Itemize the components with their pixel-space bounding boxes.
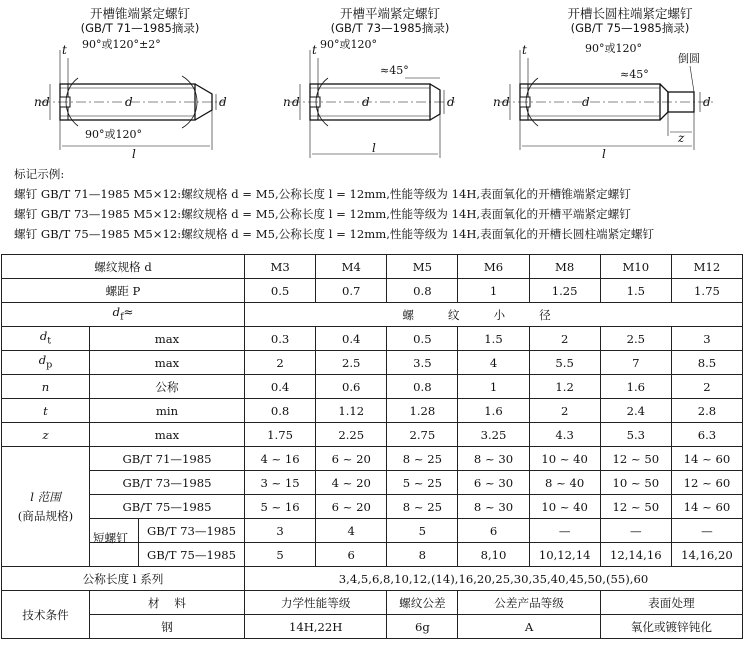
value-cell: 8 ~ 40 bbox=[529, 471, 600, 495]
row-kind: max bbox=[90, 351, 245, 375]
df-symbol: d bbox=[112, 304, 121, 319]
row-symbol bbox=[2, 423, 90, 447]
value-cell: 7 bbox=[600, 351, 671, 375]
value-cell: 12,14,16 bbox=[600, 543, 671, 567]
fig3-l-label: l bbox=[602, 147, 606, 160]
table-row-dt bbox=[2, 327, 743, 351]
value-cell: — bbox=[600, 519, 671, 543]
std-cell: GB/T 73—1985 bbox=[90, 471, 245, 495]
fig1-angle-bottom: 90°或120° bbox=[85, 128, 142, 141]
spec-table bbox=[1, 254, 743, 639]
value-cell: 6 ~ 20 bbox=[316, 495, 387, 519]
fig2-d-label: d bbox=[362, 95, 370, 109]
size-cell: M3 bbox=[245, 255, 316, 279]
row-symbol bbox=[2, 327, 90, 351]
table-row-z bbox=[2, 423, 743, 447]
value-cell: 4 bbox=[458, 351, 529, 375]
row-symbol-letter: d bbox=[39, 328, 48, 343]
row-symbol-letter: z bbox=[42, 427, 49, 442]
value-cell: 10 ~ 40 bbox=[529, 447, 600, 471]
value-cell: 14 ~ 60 bbox=[671, 495, 742, 519]
value-cell: 5.5 bbox=[529, 351, 600, 375]
value-cell: 2 bbox=[671, 375, 742, 399]
table-row-pitch bbox=[2, 279, 743, 303]
fig1-n-label: n bbox=[34, 95, 42, 109]
fig1-dt-label: d bbox=[42, 95, 50, 109]
pitch-label: 螺距 P bbox=[2, 279, 245, 303]
fig3-round-label: 倒圆 bbox=[678, 52, 700, 65]
value-cell: 2.25 bbox=[316, 423, 387, 447]
value-cell: 1.6 bbox=[458, 399, 529, 423]
fig1-title-text: 开槽锥端紧定螺钉 bbox=[89, 6, 190, 21]
tech-header: 力学性能等级 bbox=[245, 591, 387, 615]
fig2-title-text: 开槽平端紧定螺钉 bbox=[339, 6, 440, 21]
value-cell: 8 ~ 25 bbox=[387, 495, 458, 519]
value-cell: 8 ~ 25 bbox=[387, 447, 458, 471]
table-row-n bbox=[2, 375, 743, 399]
fig3-n-label: n bbox=[493, 95, 501, 109]
fig1-angle-top: 90°或120°±2° bbox=[82, 38, 161, 51]
fig2-standard: (GB/T 73—1985摘录) bbox=[330, 21, 450, 35]
value-cell: 0.8 bbox=[387, 375, 458, 399]
value-cell: 12 ~ 60 bbox=[671, 471, 742, 495]
row-symbol-letter: t bbox=[43, 403, 48, 418]
fig3-t-label: t bbox=[522, 43, 527, 57]
value-cell: 8 ~ 30 bbox=[458, 495, 529, 519]
value-cell: 2.5 bbox=[600, 327, 671, 351]
fig3-standard: (GB/T 75—1985摘录) bbox=[570, 21, 690, 35]
row-symbol-sub: p bbox=[46, 359, 53, 371]
value-cell: 1.6 bbox=[600, 375, 671, 399]
value-cell: 1.28 bbox=[387, 399, 458, 423]
std-cell: GB/T 75—1985 bbox=[90, 495, 245, 519]
value-cell: 0.8 bbox=[245, 399, 316, 423]
size-cell: M4 bbox=[316, 255, 387, 279]
fig2-l-label: l bbox=[372, 141, 376, 155]
row-kind: min bbox=[90, 399, 245, 423]
table-row-dp bbox=[2, 351, 743, 375]
value-cell: — bbox=[529, 519, 600, 543]
value-cell: 5.3 bbox=[600, 423, 671, 447]
l-range-label bbox=[2, 447, 90, 567]
tech-header: 材 料 bbox=[90, 591, 245, 615]
fig2-chamfer: ≈45° bbox=[380, 64, 409, 77]
table-row-df bbox=[2, 303, 743, 327]
value-cell: 1.5 bbox=[458, 327, 529, 351]
short-std-cell bbox=[90, 543, 245, 567]
row-symbol bbox=[2, 375, 90, 399]
value-cell: 14,16,20 bbox=[671, 543, 742, 567]
screw-drawings bbox=[0, 0, 745, 160]
size-cell: M6 bbox=[458, 255, 529, 279]
pitch-cell: 1 bbox=[458, 279, 529, 303]
pitch-cell: 1.5 bbox=[600, 279, 671, 303]
tech-label: 技术条件 bbox=[2, 591, 90, 639]
tech-header: 公差产品等级 bbox=[458, 591, 600, 615]
value-cell: 3 ~ 15 bbox=[245, 471, 316, 495]
value-cell: 4 ~ 16 bbox=[245, 447, 316, 471]
value-cell: 3.25 bbox=[458, 423, 529, 447]
fig3-dp-label: d bbox=[703, 95, 711, 109]
fig3-chamfer: ≈45° bbox=[620, 68, 649, 81]
fig1-dt2-label: d bbox=[219, 95, 227, 109]
value-cell: 1.12 bbox=[316, 399, 387, 423]
value-cell: 6.3 bbox=[671, 423, 742, 447]
short-label-cell-cont bbox=[90, 543, 139, 566]
table-row-series bbox=[2, 567, 743, 591]
drawings-area bbox=[0, 0, 745, 160]
value-cell: 10 ~ 40 bbox=[529, 495, 600, 519]
df-subscript: f bbox=[120, 311, 124, 323]
fig3-title-text: 开槽长圆柱端紧定螺钉 bbox=[567, 6, 693, 21]
value-cell: 2 bbox=[529, 399, 600, 423]
df-suffix: ≈ bbox=[123, 304, 134, 319]
value-cell: 5 ~ 25 bbox=[387, 471, 458, 495]
value-cell: 5 bbox=[387, 519, 458, 543]
fig3-z-label: z bbox=[678, 131, 685, 145]
fig1-d-label: d bbox=[125, 95, 133, 109]
value-cell: 6 bbox=[316, 543, 387, 567]
value-cell: 4.3 bbox=[529, 423, 600, 447]
value-cell: 2.4 bbox=[600, 399, 671, 423]
value-cell: 2 bbox=[529, 327, 600, 351]
value-cell: 0.4 bbox=[316, 327, 387, 351]
value-cell: 8 bbox=[387, 543, 458, 567]
fig1-t-label: t bbox=[62, 43, 67, 57]
value-cell: 3 bbox=[245, 519, 316, 543]
value-cell: 0.6 bbox=[316, 375, 387, 399]
fig1-l-label: l bbox=[132, 147, 136, 160]
value-cell: 6 ~ 30 bbox=[458, 471, 529, 495]
short-std-name: GB/T 73—1985 bbox=[147, 523, 236, 538]
tech-value: 14H,22H bbox=[245, 615, 387, 639]
l-range-label-line2: (商品规格) bbox=[17, 508, 74, 523]
tech-value: 氧化或镀锌钝化 bbox=[600, 615, 742, 639]
marking-examples bbox=[14, 164, 744, 244]
value-cell: 12 ~ 50 bbox=[600, 447, 671, 471]
example-line-3: 螺钉 GB/T 75—1985 M5×12:螺纹规格 d = M5,公称长度 l = 12mm,性能等级为 14H,表面氧化的开槽长圆柱端紧定螺钉 bbox=[14, 227, 655, 241]
value-cell: 0.3 bbox=[245, 327, 316, 351]
fig2-dt-label: d bbox=[292, 95, 300, 109]
value-cell: 2.5 bbox=[316, 351, 387, 375]
value-cell: 2.75 bbox=[387, 423, 458, 447]
row-symbol bbox=[2, 399, 90, 423]
example-line-2: 螺钉 GB/T 73—1985 M5×12:螺纹规格 d = M5,公称长度 l = 12mm,性能等级为 14H,表面氧化的开槽平端紧定螺钉 bbox=[14, 207, 631, 221]
row-symbol-letter: d bbox=[38, 352, 47, 367]
fig2-n-label: n bbox=[283, 95, 291, 109]
df-label bbox=[2, 303, 245, 327]
value-cell: — bbox=[671, 519, 742, 543]
tech-header: 螺纹公差 bbox=[387, 591, 458, 615]
tech-header: 表面处理 bbox=[600, 591, 742, 615]
fig2-t-label: t bbox=[312, 43, 317, 57]
table-row-l71 bbox=[2, 447, 743, 471]
fig2-dp-label: d bbox=[447, 95, 455, 109]
fig3-d-label: d bbox=[582, 95, 590, 109]
short-std-cell bbox=[90, 519, 245, 543]
row-kind: max bbox=[90, 327, 245, 351]
table-row-short75 bbox=[2, 543, 743, 567]
value-cell: 3.5 bbox=[387, 351, 458, 375]
value-cell: 1 bbox=[458, 375, 529, 399]
value-cell: 2.8 bbox=[671, 399, 742, 423]
size-cell: M12 bbox=[671, 255, 742, 279]
examples-heading: 标记示例: bbox=[14, 167, 65, 181]
value-cell: 12 ~ 50 bbox=[600, 495, 671, 519]
series-value: 3,4,5,6,8,10,12,(14),16,20,25,30,35,40,45,50,(55),60 bbox=[245, 567, 743, 591]
value-cell: 4 ~ 20 bbox=[316, 471, 387, 495]
pitch-cell: 1.25 bbox=[529, 279, 600, 303]
value-cell: 2 bbox=[245, 351, 316, 375]
df-value bbox=[245, 303, 743, 327]
tech-value: A bbox=[458, 615, 600, 639]
table-row-short73 bbox=[2, 519, 743, 543]
value-cell: 6 ~ 20 bbox=[316, 447, 387, 471]
row-symbol-letter: n bbox=[41, 379, 50, 394]
fig1-standard: (GB/T 71—1985摘录) bbox=[80, 21, 200, 35]
row-symbol-sub: t bbox=[47, 335, 52, 347]
pitch-cell: 1.75 bbox=[671, 279, 742, 303]
row-kind: 公称 bbox=[90, 375, 245, 399]
std-cell: GB/T 71—1985 bbox=[90, 447, 245, 471]
value-cell: 8 ~ 30 bbox=[458, 447, 529, 471]
value-cell: 1.75 bbox=[245, 423, 316, 447]
value-cell: 0.5 bbox=[387, 327, 458, 351]
fig3-angle-top: 90°或120° bbox=[585, 42, 642, 55]
pitch-cell: 0.7 bbox=[316, 279, 387, 303]
row-symbol bbox=[2, 351, 90, 375]
fig3-dt-label: d bbox=[502, 95, 510, 109]
value-cell: 4 bbox=[316, 519, 387, 543]
value-cell: 5 ~ 16 bbox=[245, 495, 316, 519]
value-cell: 10,12,14 bbox=[529, 543, 600, 567]
value-cell: 6 bbox=[458, 519, 529, 543]
value-cell: 8,10 bbox=[458, 543, 529, 567]
pitch-cell: 0.5 bbox=[245, 279, 316, 303]
value-cell: 14 ~ 60 bbox=[671, 447, 742, 471]
table-row-l75 bbox=[2, 495, 743, 519]
size-cell: M5 bbox=[387, 255, 458, 279]
short-std-name: GB/T 75—1985 bbox=[147, 547, 236, 562]
value-cell: 1.2 bbox=[529, 375, 600, 399]
short-label-cell bbox=[90, 519, 139, 545]
tech-value: 钢 bbox=[90, 615, 245, 639]
size-cell: M8 bbox=[529, 255, 600, 279]
table-row-size bbox=[2, 255, 743, 279]
tech-value: 6g bbox=[387, 615, 458, 639]
value-cell: 10 ~ 50 bbox=[600, 471, 671, 495]
row-kind: max bbox=[90, 423, 245, 447]
short-label: 短螺钉 bbox=[93, 531, 128, 545]
series-label: 公称长度 l 系列 bbox=[2, 567, 245, 591]
value-cell: 8.5 bbox=[671, 351, 742, 375]
size-cell: M10 bbox=[600, 255, 671, 279]
value-cell: 0.4 bbox=[245, 375, 316, 399]
table-row-tech-values bbox=[2, 615, 743, 639]
df-value-text: 螺纹小径 bbox=[402, 307, 585, 322]
fig2-angle-top: 90°或120° bbox=[320, 38, 377, 51]
table-row-tech-header bbox=[2, 591, 743, 615]
value-cell: 5 bbox=[245, 543, 316, 567]
table-row-t bbox=[2, 399, 743, 423]
pitch-cell: 0.8 bbox=[387, 279, 458, 303]
value-cell: 3 bbox=[671, 327, 742, 351]
l-range-label-line1: l 范围 bbox=[30, 489, 61, 504]
table-row-l73 bbox=[2, 471, 743, 495]
spec-label: 螺纹规格 d bbox=[2, 255, 245, 279]
example-line-1: 螺钉 GB/T 71—1985 M5×12:螺纹规格 d = M5,公称长度 l = 12mm,性能等级为 14H,表面氧化的开槽锥端紧定螺钉 bbox=[14, 187, 631, 201]
